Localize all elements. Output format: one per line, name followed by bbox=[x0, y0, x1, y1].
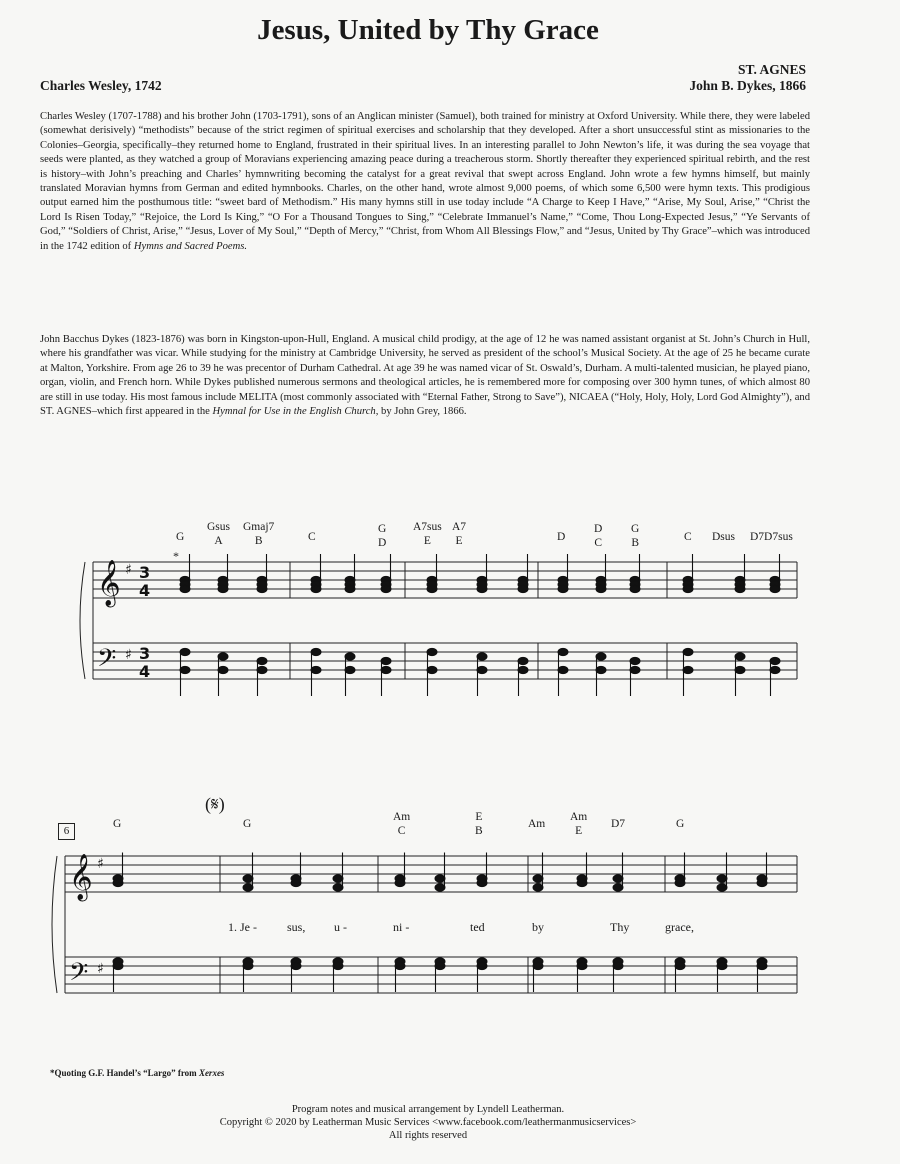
note-head bbox=[291, 879, 301, 886]
note-head bbox=[735, 585, 745, 592]
note-head bbox=[770, 585, 780, 592]
note-head bbox=[533, 962, 543, 969]
treble-clef-icon: 𝄞 bbox=[97, 560, 121, 606]
chord-symbol: D7 bbox=[611, 818, 626, 830]
sharp-sign: ♯ bbox=[97, 961, 104, 977]
chord-symbol: Dsus bbox=[712, 531, 736, 543]
tune-name: ST. AGNES bbox=[737, 62, 806, 77]
chord-symbol: Am bbox=[528, 818, 546, 830]
note-head bbox=[630, 666, 640, 673]
note-head bbox=[218, 666, 228, 673]
note-head bbox=[613, 884, 623, 891]
chord-symbol: Am C bbox=[393, 811, 411, 837]
note-head bbox=[630, 657, 640, 664]
note-head bbox=[770, 666, 780, 673]
note-head bbox=[558, 648, 568, 655]
measure-number: 6 bbox=[58, 823, 75, 840]
note-head bbox=[518, 657, 528, 664]
note-head bbox=[311, 666, 321, 673]
chord-symbol: G B bbox=[631, 523, 640, 549]
note-head bbox=[717, 884, 727, 891]
note-head bbox=[613, 962, 623, 969]
time-signature-bottom: 4 bbox=[139, 662, 151, 681]
note-head bbox=[311, 648, 321, 655]
note-head bbox=[757, 962, 767, 969]
note-italic-title: Hymnal for Use in the English Church, bbox=[212, 406, 379, 418]
note-head bbox=[333, 962, 343, 969]
lyric-syllable: ni - bbox=[393, 920, 410, 934]
note-head bbox=[735, 666, 745, 673]
note-head bbox=[533, 884, 543, 891]
lyric-syllable: grace, bbox=[665, 920, 694, 934]
note-head bbox=[291, 962, 301, 969]
note-head bbox=[717, 962, 727, 969]
note-head bbox=[218, 653, 228, 660]
time-signature-top: 3 bbox=[139, 644, 151, 663]
chord-symbol: D7D7sus bbox=[750, 531, 793, 543]
note-head bbox=[345, 653, 355, 660]
chord-symbol: G bbox=[676, 818, 685, 830]
lyric-syllable: u - bbox=[334, 920, 347, 934]
chord-symbol: D C bbox=[594, 523, 603, 549]
note-head bbox=[381, 657, 391, 664]
note-head bbox=[477, 962, 487, 969]
note-head bbox=[596, 653, 606, 660]
chord-symbol: Gmaj7 B bbox=[243, 521, 275, 547]
note-head bbox=[596, 666, 606, 673]
note-head bbox=[333, 875, 343, 882]
note-head bbox=[757, 879, 767, 886]
footnote: *Quoting G.F. Handel’s “Largo” from Xerxes bbox=[50, 1068, 225, 1078]
note-head bbox=[683, 666, 693, 673]
lyric-syllable: by bbox=[532, 920, 544, 934]
note-head bbox=[675, 962, 685, 969]
note-head bbox=[675, 879, 685, 886]
credit-line: All rights reserved bbox=[388, 1130, 468, 1141]
bass-clef-icon: 𝄢 bbox=[97, 644, 117, 679]
sharp-sign: ♯ bbox=[97, 856, 104, 872]
note-text: by John Grey, 1866. bbox=[381, 406, 467, 418]
note-head bbox=[558, 585, 568, 592]
lyric-syllable: ted bbox=[470, 920, 485, 934]
chord-symbol: Gsus A bbox=[207, 521, 231, 547]
note-head bbox=[427, 585, 437, 592]
note-head bbox=[596, 585, 606, 592]
sharp-sign: ♯ bbox=[125, 647, 132, 663]
brace bbox=[80, 562, 85, 679]
note-head bbox=[477, 666, 487, 673]
note-head bbox=[630, 585, 640, 592]
chord-symbol: A7 E bbox=[452, 521, 467, 547]
note-head bbox=[395, 879, 405, 886]
note-text: John Bacchus Dykes (1823-1876) was born in Kingston-upon-Hull, England. A musical child prodigy, at the age of 12 he was named assistant organist at St. John’s Church in Hull, where his grandfather was vicar. While studying for the ministry at Cambridge University, he served as president of the school’s Musical Society. At the age of 25 he became curate at Malton, Yorkshire. From age 26 to 39 he was precentor of Durham Cathedral. At age 39 he was named vicar of St. Oswald’s, Durham. A multi-talented musician, he played piano, organ, violin, and French horn. While Dykes published numerous sermons and theological articles, he is remembered more for composing over 300 hymn tunes, of which almost 80 are still in use today. His most famous include MELITA (most commonly associated with “Eternal Father, Strong to Save”), NICAEA (“Holy, Holy, Holy, Lord God Almighty”), and ST. AGNES–which first appeared in the bbox=[40, 334, 810, 418]
note-head bbox=[257, 585, 267, 592]
note-head bbox=[558, 666, 568, 673]
note-head bbox=[533, 875, 543, 882]
note-head bbox=[243, 875, 253, 882]
note-head bbox=[257, 666, 267, 673]
note-head bbox=[180, 648, 190, 655]
note-head bbox=[613, 875, 623, 882]
lyric-syllable: sus, bbox=[287, 920, 306, 934]
note-head bbox=[113, 879, 123, 886]
segno-sign: (𝄋) bbox=[205, 794, 225, 814]
note-head bbox=[395, 962, 405, 969]
footnote-marker: * bbox=[173, 549, 179, 563]
chord-symbol: Am E bbox=[570, 811, 588, 837]
brace bbox=[52, 856, 57, 993]
note-head bbox=[435, 962, 445, 969]
lyric-syllable: 1. Je - bbox=[228, 920, 257, 934]
bass-clef-icon: 𝄢 bbox=[69, 958, 89, 993]
note-head bbox=[180, 585, 190, 592]
author-credit: Charles Wesley, 1742 bbox=[40, 78, 162, 93]
clef-signs bbox=[69, 560, 150, 993]
note-text: Charles Wesley (1707-1788) and his brother John (1703-1791), sons of an Anglican minister (Samuel), both trained for ministry at Oxford University. While there, they were labeled (somewhat derisively) “methodists” because of the strict regimen of spiritual exercises and scholarship that they developed. After a short unsuccessful stint as missionaries to the Colonies–Georgia, specifically–they returned home to England, frustrated in their spiritual lives. In an interesting parallel to John Newton’s life, it was during the sea voyage that seeds were planted, as they watched a group of Moravians experiencing amazing peace during a treacherous storm. Shortly thereafter they experienced spiritual rebirth, and the rest is history–with John’s preaching and Charles’ hymnwriting becoming the catalyst for a great revival that swept across England. John wrote a few hymns himself, but mainly translated Moravian hymns from German and edited hymnbooks. Charles, on the other hand, wrote almost 9,000 poems, of which some 6,500 were hymn texts. This prodigious output earned him the posthumous title: “sweet bard of Methodism.” His many hymns still in use today include “A Charge to Keep I Have,” “Arise, My Soul, Arise,” “Christ the Lord Is Risen Today,” “Rejoice, the Lord Is King,” “O For a Thousand Tongues to Sing,” “Celebrate Immanuel’s Name,” “Come, Thou Long-Expected Jesus,” “Ye Servants of God,” “Soldiers of Christ, Arise,” “Jesus, Lover of My Soul,” “Depth of Mercy,” “Christ, from Whom All Blessings Flow,” and “Jesus, United by Thy Grace”–which was introduced in the 1742 edition of bbox=[40, 111, 810, 252]
note-head bbox=[770, 657, 780, 664]
chord-symbol: G bbox=[113, 818, 122, 830]
note-head bbox=[113, 962, 123, 969]
note-head bbox=[577, 879, 587, 886]
treble-clef-icon: 𝄞 bbox=[69, 854, 93, 900]
note-head bbox=[683, 648, 693, 655]
note-head bbox=[427, 648, 437, 655]
note-head bbox=[735, 653, 745, 660]
credits bbox=[0, 1103, 856, 1142]
note-head bbox=[683, 585, 693, 592]
chord-symbol: G bbox=[176, 531, 185, 543]
note-head bbox=[477, 879, 487, 886]
note-head bbox=[435, 875, 445, 882]
page-title: Jesus, United by Thy Grace bbox=[257, 14, 599, 46]
note-head bbox=[345, 666, 355, 673]
note-head bbox=[435, 884, 445, 891]
note-head bbox=[257, 657, 267, 664]
note-head bbox=[577, 962, 587, 969]
note-head bbox=[180, 666, 190, 673]
composer-credit: John B. Dykes, 1866 bbox=[689, 78, 806, 93]
chord-symbol: C bbox=[308, 531, 316, 543]
chord-symbol: G D bbox=[378, 523, 387, 549]
staff-lines bbox=[52, 562, 797, 993]
chord-symbol: G bbox=[243, 818, 252, 830]
note-head bbox=[243, 962, 253, 969]
note-head bbox=[311, 585, 321, 592]
note-italic-title: Hymns and Sacred Poems. bbox=[133, 240, 248, 252]
note-head bbox=[477, 585, 487, 592]
chord-symbol: A7sus E bbox=[413, 521, 442, 547]
chord-symbol: E B bbox=[475, 811, 483, 837]
chord-symbol: C bbox=[684, 531, 692, 543]
time-signature-bottom: 4 bbox=[139, 581, 151, 600]
note-head bbox=[218, 585, 228, 592]
note-head bbox=[518, 585, 528, 592]
sharp-sign: ♯ bbox=[125, 562, 132, 578]
note-head bbox=[717, 875, 727, 882]
credit-line: Program notes and musical arrangement by Lyndell Leatherman. bbox=[291, 1104, 565, 1115]
note-head bbox=[381, 666, 391, 673]
note-head bbox=[427, 666, 437, 673]
credit-line: Copyright © 2020 by Leatherman Music Services <www.facebook.com/leathermanmusicservices> bbox=[219, 1117, 637, 1128]
chord-symbol: D bbox=[557, 531, 566, 543]
note-head bbox=[381, 585, 391, 592]
time-signature-top: 3 bbox=[139, 563, 151, 582]
note-head bbox=[345, 585, 355, 592]
lyric-syllable: Thy bbox=[610, 920, 630, 934]
note-heads bbox=[113, 554, 780, 992]
note-head bbox=[333, 884, 343, 891]
note-head bbox=[243, 884, 253, 891]
note-head bbox=[477, 653, 487, 660]
note-head bbox=[518, 666, 528, 673]
